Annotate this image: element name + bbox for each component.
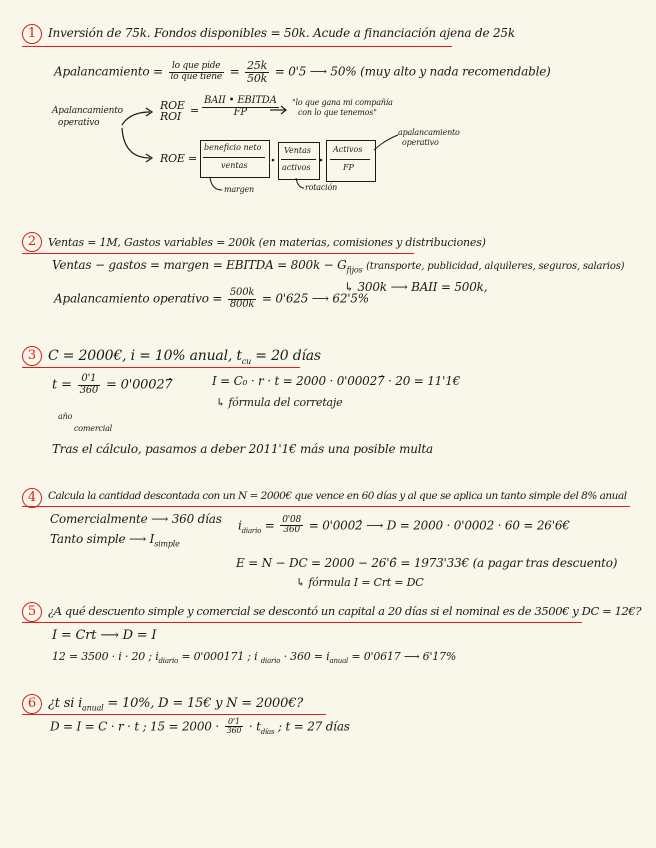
note-apal-2: operativo	[402, 138, 439, 147]
section-2-header: Ventas = 1M, Gastos variables = 200k (en materias, comisiones y distribuciones)	[48, 236, 486, 249]
roe-label: ROE =	[160, 152, 198, 165]
section-1-number: 1	[22, 24, 42, 44]
section-3-header: C = 2000€, i = 10% anual, $t_{cu} = 20$ días	[48, 348, 321, 366]
interest-formula: I = C₀ · r · t = 2000 · 0'00027̂ · 20 = 11'1€	[212, 374, 461, 388]
roe-roi-label: ROE ROI	[160, 99, 185, 123]
t-solve-line: D = I = C · r · t ; 15 = 2000 · $\frac{0'1}{360}$ · $t_{días}$ ; t = 27 días	[50, 717, 350, 736]
arrow-roe-roi	[122, 112, 150, 125]
formula-note: ↳ fórmula del corretaje	[216, 396, 343, 409]
roe-roi-equals: =	[190, 104, 200, 117]
i-calc-line: 12 = 3500 · i · 20 ; $i_{diario} = 0'000171$ ; i $_{diario} \cdot 360 = i_{anual} = 0'0617$ ⟶ 6'17%	[52, 650, 457, 666]
section-5-header: ¿A qué descuento simple y comercial se descontó un capital a 20 días si el nominal es de 3500€ y DC = 12€?	[48, 604, 642, 618]
closing-line: Tras el cálculo, pasamos a deber 2011'1€ más una posible multa	[52, 442, 433, 456]
section-3-underline	[22, 367, 300, 368]
ventas-line: Ventas − gastos = margen = EBITDA = $800k - G_{fijos}$ (transporte, publicidad, alquileres, seguros, salarios)	[52, 258, 625, 275]
apal-result: = 0'5 ⟶ 50% (muy alto y nada recomendable)	[274, 64, 551, 79]
section-3-number: 3	[22, 346, 42, 366]
apal-fraction-values: $\frac{25k}{50k}$	[247, 59, 268, 85]
e-note: ↳ fórmula I = Crt = DC	[296, 576, 424, 589]
arrow-roe	[122, 128, 150, 158]
apal-op-line: Apalancamiento operativo = $\frac{500k}{800k}$ = 0'625 ⟶ 62'5%	[54, 287, 370, 310]
section-2-underline	[22, 253, 414, 254]
apalancamiento-line: Apalancamiento = $\frac{\text{lo que pide}}{\text{lo que tiene}}$ = $\frac{25k}{50k}$ = 0'5 ⟶ 50% (muy alto y nada recomendable)	[54, 59, 551, 85]
note-apal-1: apalancamiento	[398, 128, 460, 137]
apal-op-label-2: operativo	[58, 118, 100, 128]
box-ventas: Ventas activos	[278, 142, 320, 180]
section-5-underline	[22, 622, 582, 623]
note-rotacion: rotación	[305, 183, 338, 192]
e-line: E = N − DC = 2000 − 26'6̂ = 1973'33€ (a pagar tras descuento)	[236, 556, 618, 570]
section-1-header: Inversión de 75k. Fondos disponibles = 50k. Acude a financiación ajena de 25k	[48, 26, 515, 40]
section-1-underline	[22, 46, 452, 47]
arrow-margen	[210, 178, 222, 190]
section-4-number: 4	[22, 488, 42, 508]
section-6-underline	[22, 714, 326, 715]
quote-line-1: "lo que gana mi compañía	[292, 98, 393, 107]
box-activos: Activos FP	[326, 140, 376, 182]
tanto-simple-line: Tanto simple ⟶ $I_{simple}$	[50, 532, 180, 549]
t-calc-line: t = $\frac{0'1}{360}$ = 0'00027̂	[52, 373, 173, 396]
baii-line: ↳ 300k ⟶ BAII = 500k,	[344, 280, 488, 294]
section-2-number: 2	[22, 232, 42, 252]
roe-roi-fraction: $\frac{\text{BAII • EBITDA}}{FP}$	[204, 95, 277, 118]
section-4-underline	[22, 506, 630, 507]
quote-line-2: con lo que tenemos"	[298, 108, 377, 117]
ano-note: año	[58, 412, 73, 421]
section-6-number: 6	[22, 694, 42, 714]
comercial-line: Comercialmente ⟶ 360 días	[50, 512, 222, 526]
box-beneficio: beneficio neto ventas	[200, 140, 270, 178]
apal-fraction: $\frac{\text{lo que pide}}{\text{lo que tiene}}$	[170, 61, 222, 82]
i-crt-line: I = Crt ⟶ D = I	[52, 628, 157, 643]
section-4-header: Calcula la cantidad descontada con un N = 2000€ que vence en 60 días y al que se aplica un tanto simple del 8% anual	[48, 490, 627, 502]
section-5-number: 5	[22, 602, 42, 622]
apal-label: Apalancamiento =	[54, 64, 163, 79]
comercial-note: comercial	[74, 424, 113, 433]
arrow-apal-op	[374, 135, 398, 150]
apal-op-label-1: Apalancamiento	[52, 106, 123, 116]
section-6-header: ¿t si $i_{anual} = 10\%$, D = 15€ y N = 2000€?	[48, 696, 304, 713]
note-margen: margen	[224, 185, 254, 194]
i-diario-line: $i_{diario}$ = $\frac{0'08}{360}$ = 0'0002̂ ⟶ D = 2000 · 0'0002 · 60 = 26'6€	[238, 515, 570, 536]
